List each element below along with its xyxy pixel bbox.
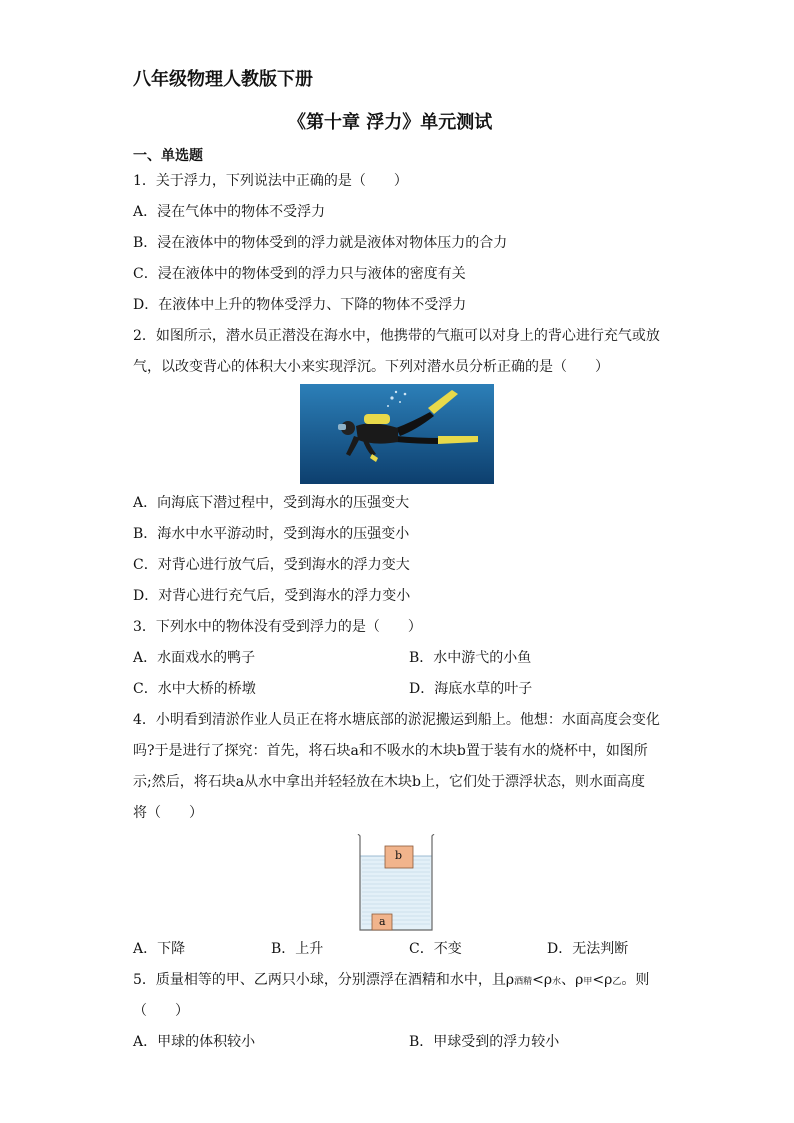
rho-alcohol-subscript: 酒精 bbox=[514, 977, 533, 987]
q2-option-c: C．对背心进行放气后，受到海水的浮力变大 bbox=[133, 557, 410, 573]
q3-option-b: B．水中游弋的小鱼 bbox=[409, 650, 532, 666]
q5-relation-2: 、ρ bbox=[561, 972, 584, 988]
q2-stem-line2: 气，以改变背心的体积大小来实现浮沉。下列对潜水员分析正确的是（ ） bbox=[133, 359, 609, 375]
test-title: 《第十章 浮力》单元测试 bbox=[288, 112, 493, 133]
q2-stem-line1: 2．如图所示，潜水员正潜没在海水中，他携带的气瓶可以对身上的背心进行充气或放 bbox=[133, 328, 660, 344]
q4-option-c: C．不变 bbox=[409, 941, 462, 957]
beaker-diagram bbox=[356, 834, 436, 932]
section-heading: 一、单选题 bbox=[133, 148, 203, 164]
q4-stem-line3: 示;然后，将石块a从水中拿出并轻轻放在木块b上，它们处于漂浮状态，则水面高度 bbox=[133, 774, 646, 790]
block-a-label: a bbox=[379, 915, 386, 928]
q4-stem-line1: 4．小明看到清淤作业人员正在将水塘底部的淤泥搬运到船上。他想：水面高度会变化 bbox=[133, 712, 660, 728]
q5-stem-line1 bbox=[133, 970, 649, 992]
q1-stem: 1．关于浮力，下列说法中正确的是（ ） bbox=[133, 173, 408, 189]
q5-stem-text: 5．质量相等的甲、乙两只小球，分别漂浮在酒精和水中，且ρ bbox=[133, 972, 515, 988]
q3-stem: 3．下列水中的物体没有受到浮力的是（ ） bbox=[133, 619, 422, 635]
q5-stem-line2: （ ） bbox=[133, 1003, 189, 1019]
q4-stem-line2: 吗?于是进行了探究：首先，将石块a和不吸水的木块b置于装有水的烧杯中，如图所 bbox=[133, 743, 648, 759]
q1-option-c: C．浸在液体中的物体受到的浮力只与液体的密度有关 bbox=[133, 266, 466, 282]
q5-option-a: A．甲球的体积较小 bbox=[133, 1034, 256, 1050]
q4-option-d: D．无法判断 bbox=[547, 941, 629, 957]
q2-option-d: D．对背心进行充气后，受到海水的浮力变小 bbox=[133, 588, 411, 604]
q4-stem-line4: 将（ ） bbox=[133, 805, 203, 821]
q5-option-b: B．甲球受到的浮力较小 bbox=[409, 1034, 560, 1050]
rho-jia-subscript: 甲 bbox=[583, 977, 593, 987]
q5-relation-3: <ρ bbox=[592, 972, 613, 988]
q5-relation-1: <ρ bbox=[532, 972, 553, 988]
q5-stem-end: 。则 bbox=[621, 972, 650, 988]
q3-option-d: D．海底水草的叶子 bbox=[409, 681, 533, 697]
q1-option-b: B．浸在液体中的物体受到的浮力就是液体对物体压力的合力 bbox=[133, 235, 508, 251]
q4-option-b: B．上升 bbox=[271, 941, 324, 957]
q3-option-a: A．水面戏水的鸭子 bbox=[133, 650, 256, 666]
q2-option-a: A．向海底下潜过程中，受到海水的压强变大 bbox=[133, 495, 410, 511]
q3-option-c: C．水中大桥的桥墩 bbox=[133, 681, 256, 697]
q1-option-a: A．浸在气体中的物体不受浮力 bbox=[133, 204, 326, 220]
q1-option-d: D．在液体中上升的物体受浮力、下降的物体不受浮力 bbox=[133, 297, 467, 313]
rho-yi-subscript: 乙 bbox=[612, 977, 622, 987]
q2-option-b: B．海水中水平游动时，受到海水的压强变小 bbox=[133, 526, 410, 542]
q4-option-a: A．下降 bbox=[133, 941, 186, 957]
grade-title: 八年级物理人教版下册 bbox=[133, 69, 313, 90]
diver-photo bbox=[300, 384, 494, 484]
rho-water-subscript: 水 bbox=[552, 977, 562, 987]
block-b-label: b bbox=[395, 849, 403, 862]
